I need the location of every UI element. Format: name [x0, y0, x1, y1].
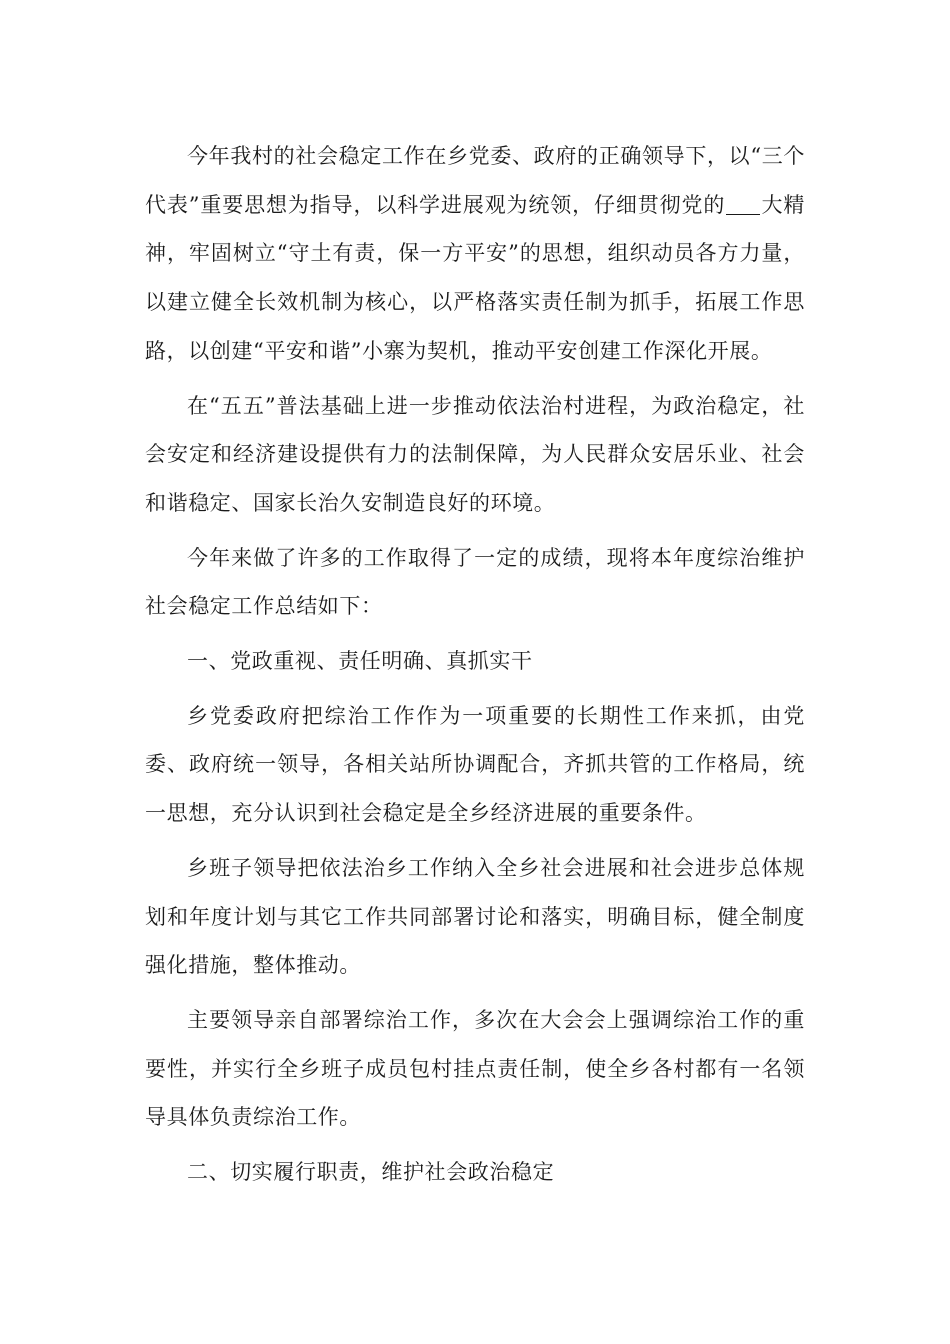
paragraph-1-before: 今年我村的社会稳定工作在乡党委、政府的正确领导下，以“三个代表”重要思想为指导，以科学进展观为统领，仔细贯彻党的 [145, 144, 805, 217]
paragraph-6: 乡班子领导把依法治乡工作纳入全乡社会进展和社会进步总体规划和年度计划与其它工作共同部署讨论和落实，明确目标，健全制度强化措施，整体推动。 [145, 855, 805, 978]
paragraph-5: 乡党委政府把综治工作作为一项重要的长期性工作来抓，由党委、政府统一领导，各相关站所协调配合，齐抓共管的工作格局，统一思想，充分认识到社会稳定是全乡经济进展的重要条件。 [145, 703, 805, 826]
section-heading-1: 一、党政重视、责任明确、真抓实干 [187, 649, 533, 674]
fill-in-blank [726, 193, 760, 215]
paragraph-1-after: 大精神，牢固树立“守土有责，保一方平安”的思想，组织动员各方力量，以建立健全长效机制为核心，以严格落实责任制为抓手，拓展工作思路，以创建“平安和谐”小寨为契机，推动平安创建工作深化开展。 [145, 192, 806, 363]
section-heading-2: 二、切实履行职责，维护社会政治稳定 [187, 1160, 555, 1185]
document-body [145, 132, 805, 1203]
paragraph-7: 主要领导亲自部署综治工作，多次在大会会上强调综治工作的重要性，并实行全乡班子成员包村挂点责任制，使全乡各村都有一名领导具体负责综治工作。 [145, 1007, 805, 1130]
paragraph-1 [145, 132, 805, 376]
paragraph-3: 今年来做了许多的工作取得了一定的成绩，现将本年度综治维护社会稳定工作总结如下： [145, 545, 805, 619]
paragraph-2: 在“五五”普法基础上进一步推动依法治村进程，为政治稳定，社会安定和经济建设提供有力的法制保障，为人民群众安居乐业、社会和谐稳定、国家长治久安制造良好的环境。 [145, 393, 805, 515]
